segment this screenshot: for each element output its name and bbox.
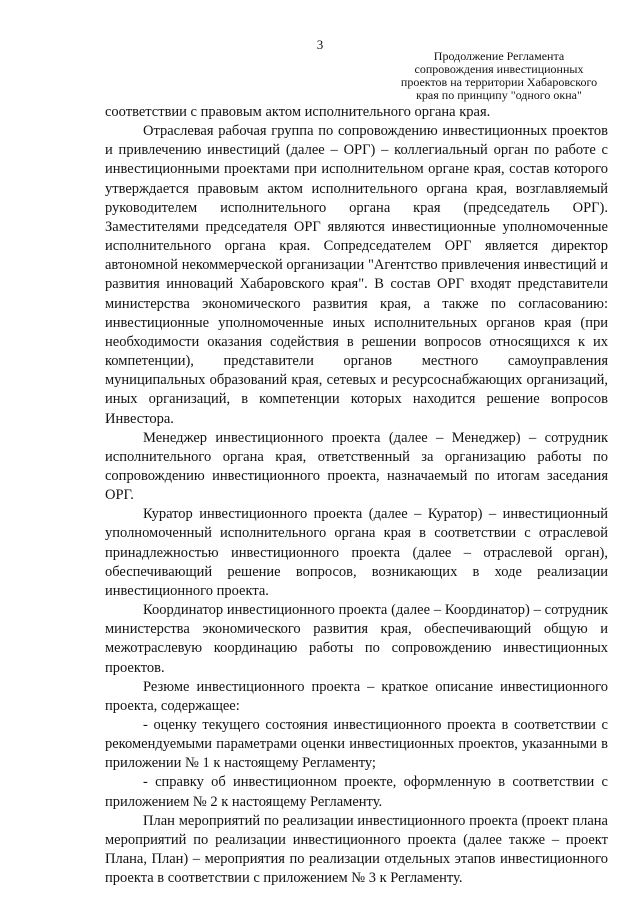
running-header-line: края по принципу "одного окна"	[416, 88, 582, 102]
running-header-line: Продолжение Регламента	[433, 49, 565, 63]
paragraph-manager-definition: Менеджер инвестиционного проекта (далее – Менеджер) – сотрудник исполнительного органа края, ответственный за организацию работы по сопровождению инвестиционного проекта, назначаемый по итогам заседания ОРГ.	[105, 429, 608, 504]
document-body	[105, 103, 608, 888]
paragraph-curator-definition: Куратор инвестиционного проекта (далее – Куратор) – инвестиционный уполномоченный исполнительного органа края в соответствии с отраслевой принадлежностью инвестиционного проекта (далее – отраслевой орган), обеспечивающий решение вопросов, возникающих в ходе реализации инвестиционного проекта.	[105, 506, 608, 599]
running-header-line: сопровождения инвестиционных	[414, 62, 584, 76]
running-header	[384, 50, 614, 102]
list-item: - оценку текущего состояния инвестиционного проекта в соответствии с рекомендуемыми параметрами оценки инвестиционных проектов, указанными в приложении № 1 к настоящему Регламенту;	[105, 717, 608, 772]
paragraph-org-definition: Отраслевая рабочая группа по сопровождению инвестиционных проектов и привлечению инвестиций (далее – ОРГ) – коллегиальный орган по работе с инвестиционными проектами при исполнительном органе края, состав которого утверждается правовым актом исполнительного органа края, возглавляемый руководителем исполнительного органа края (председатель ОРГ). Заместителями председателя ОРГ являются инвестиционные уполномоченные исполнительного органа края. Сопредседателем ОРГ является директор автономной некоммерческой организации "Агентство привлечения инвестиций и развития инноваций Хабаровского края". В состав ОРГ входят представители министерства экономического развития края, а также по согласованию: инвестиционные уполномоченные иных исполнительных органов края (при необходимости оказания содействия в решении вопросов относящихся к их компетенции), представители органов местного самоуправления муниципальных образований края, сетевых и ресурсоснабжающих организаций, иных организаций, в компетенции которых находится решение вопросов Инвестора.	[105, 123, 608, 427]
running-header-line: проектов на территории Хабаровского	[400, 75, 598, 89]
page-number: 3	[316, 37, 324, 52]
paragraph: соответствии с правовым актом исполнительного органа края.	[105, 104, 491, 120]
paragraph-plan-definition: План мероприятий по реализации инвестиционного проекта (проект плана мероприятий по реализации инвестиционного проекта (далее также – проект Плана, План) – мероприятия по реализации отдельных этапов инвестиционного проекта в соответствии с приложением № 3 к Регламенту.	[105, 812, 608, 887]
paragraph-resume-definition: Резюме инвестиционного проекта – краткое описание инвестиционного проекта, содержащее:	[105, 678, 608, 714]
list-item: - справку об инвестиционном проекте, оформленную в соответствии с приложением № 2 к настоящему Регламенту.	[105, 774, 608, 810]
paragraph-coordinator-definition: Координатор инвестиционного проекта (далее – Координатор) – сотрудник министерства экономического развития края, обеспечивающий общую и межотраслевую координацию работы по сопровождению инвестиционных проектов.	[105, 602, 608, 676]
